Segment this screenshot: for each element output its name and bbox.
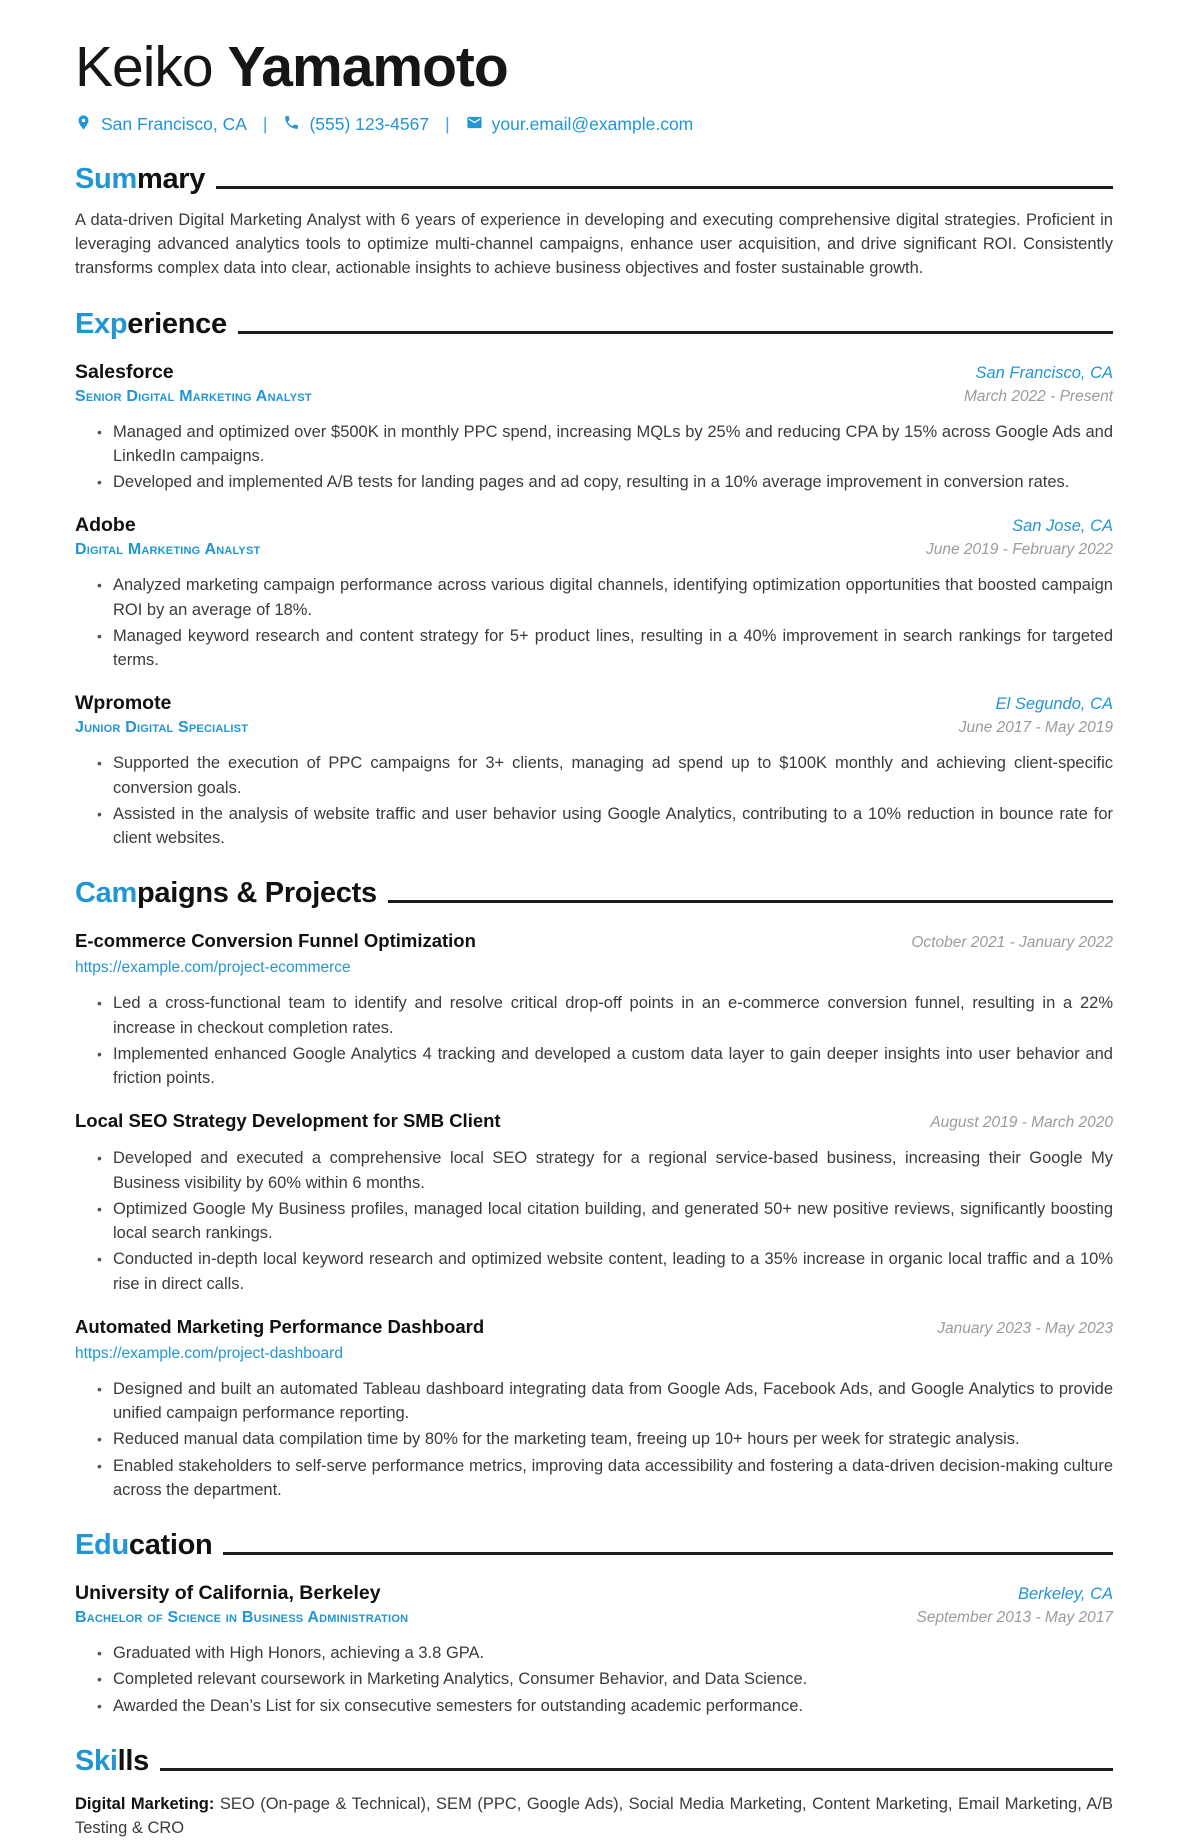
- experience-entry: [75, 692, 1113, 850]
- company-name: Adobe: [75, 514, 136, 537]
- school-name: University of California, Berkeley: [75, 1582, 381, 1605]
- bullet-item: • Reduced manual data compilation time by 80% for the marketing team, freeing up 10+ hours per week for strategic analysis.: [97, 1427, 1113, 1451]
- project-name: Local SEO Strategy Development for SMB Client: [75, 1110, 501, 1132]
- bullet-item: • Completed relevant coursework in Marketing Analytics, Consumer Behavior, and Data Science.: [97, 1667, 1113, 1691]
- bullet-list: [75, 573, 1113, 672]
- project-dates: January 2023 - May 2023: [937, 1319, 1113, 1337]
- job-title: Digital Marketing Analyst: [75, 541, 261, 559]
- bullet-item: • Analyzed marketing campaign performance across various digital channels, identifying optimization opportunities that boosted campaign ROI by an average of 18%.: [97, 573, 1113, 622]
- project-dates: October 2021 - January 2022: [911, 934, 1113, 952]
- bullet-list: [75, 751, 1113, 850]
- heading-rule: [388, 900, 1113, 903]
- experience-entry: [75, 361, 1113, 495]
- project-entry: [75, 1110, 1113, 1296]
- bullet-item: • Enabled stakeholders to self-serve performance metrics, improving data accessibility and fostering a data-driven decision-making culture across the department.: [97, 1454, 1113, 1503]
- project-url-link[interactable]: https://example.com/project-ecommerce: [75, 959, 351, 977]
- job-title: Junior Digital Specialist: [75, 719, 249, 737]
- entry-subheader-row: [75, 1605, 1113, 1627]
- job-title: Senior Digital Marketing Analyst: [75, 387, 312, 405]
- entry-header-row: [75, 1582, 1113, 1605]
- contact-separator: |: [445, 114, 450, 135]
- bullet-item: • Awarded the Dean’s List for six consecutive semesters for outstanding academic performance.: [97, 1694, 1113, 1718]
- bullet-item: • Conducted in-depth local keyword research and optimized website content, leading to a 35% increase in organic local traffic and a 10% rise in direct calls.: [97, 1247, 1113, 1296]
- entry-header-row: [75, 1110, 1113, 1132]
- contact-separator: |: [262, 114, 268, 135]
- skill-line: [75, 1792, 1113, 1840]
- company-location: San Francisco, CA: [975, 363, 1113, 382]
- education-entry: [75, 1582, 1113, 1718]
- education-dates: September 2013 - May 2017: [916, 1609, 1113, 1627]
- bullet-item: • Supported the execution of PPC campaigns for 3+ clients, managing ad spend up to $100K monthly and achieving client-specific conversion goals.: [97, 751, 1113, 800]
- company-name: Wpromote: [75, 692, 172, 715]
- project-dates: August 2019 - March 2020: [930, 1114, 1113, 1132]
- bullet-item: • Assisted in the analysis of website traffic and user behavior using Google Analytics, contributing to a 10% reduction in bounce rate for client websites.: [97, 802, 1113, 851]
- skill-category: Digital Marketing:: [75, 1794, 215, 1813]
- degree-title: Bachelor of Science in Business Administration: [75, 1609, 409, 1627]
- bullet-item: • Developed and executed a comprehensive local SEO strategy for a regional service-based business, increasing their Google My Business visibility by 60% within 6 months.: [97, 1146, 1113, 1195]
- entry-header-row: [75, 1316, 1113, 1338]
- contact-row: [75, 114, 1113, 136]
- heading-rule: [223, 1552, 1113, 1555]
- bullet-item: • Designed and built an automated Tableau dashboard integrating data from Google Ads, Facebook Ads, and Google Analytics to provide unified campaign performance reporting.: [97, 1377, 1113, 1426]
- section-skills: [75, 1745, 1113, 1840]
- school-location: Berkeley, CA: [1017, 1585, 1113, 1604]
- phone-icon: [283, 114, 300, 136]
- phone-text: (555) 123-4567: [309, 114, 430, 135]
- entry-subheader-row: [75, 715, 1113, 737]
- education-heading: [75, 1529, 1113, 1562]
- job-dates: March 2022 - Present: [963, 387, 1113, 405]
- bullet-list: [75, 1377, 1113, 1502]
- heading-rule: [238, 331, 1113, 334]
- envelope-icon: [466, 114, 483, 136]
- first-name: Keiko: [75, 35, 213, 99]
- bullet-list: [75, 1641, 1113, 1718]
- bullet-item: • Optimized Google My Business profiles, managed local citation building, and generated 50+ new positive reviews, significantly boosting local search rankings.: [97, 1197, 1113, 1246]
- entry-header-row: [75, 930, 1113, 952]
- contact-location: [75, 114, 247, 136]
- section-title: Summary: [75, 162, 206, 195]
- entry-header-row: [75, 361, 1113, 384]
- skills-heading: [75, 1745, 1113, 1778]
- bullet-item: • Managed keyword research and content strategy for 5+ product lines, resulting in a 40% improvement in search rankings for targeted terms.: [97, 624, 1113, 673]
- candidate-name: [75, 35, 1113, 99]
- entry-header-row: [75, 692, 1113, 715]
- section-title: Skills: [75, 1744, 149, 1777]
- project-entry: [75, 1316, 1113, 1502]
- location-pin-icon: [75, 114, 92, 136]
- experience-entry: [75, 514, 1113, 672]
- section-summary: [75, 163, 1113, 281]
- contact-phone[interactable]: [283, 114, 429, 136]
- project-name: E-commerce Conversion Funnel Optimization: [75, 930, 476, 952]
- project-url-link[interactable]: https://example.com/project-dashboard: [75, 1344, 343, 1362]
- entry-subheader-row: [75, 384, 1113, 406]
- heading-rule: [160, 1768, 1113, 1771]
- projects-heading: [75, 877, 1113, 910]
- company-location: El Segundo, CA: [995, 695, 1113, 714]
- company-name: Salesforce: [75, 360, 174, 383]
- bullet-item: • Implemented enhanced Google Analytics 4 tracking and developed a custom data layer to gain deeper insights into user behavior and friction points.: [97, 1042, 1113, 1091]
- project-name: Automated Marketing Performance Dashboard: [75, 1315, 485, 1337]
- bullet-item: • Led a cross-functional team to identify and resolve critical drop-off points in an e-commerce conversion funnel, resulting in a 22% increase in checkout completion rates.: [97, 991, 1113, 1040]
- section-title: Experience: [75, 307, 227, 340]
- bullet-list: [75, 991, 1113, 1090]
- company-location: San Jose, CA: [1012, 517, 1113, 536]
- entry-subheader-row: [75, 537, 1113, 559]
- skill-list-text: SEO (On-page & Technical), SEM (PPC, Google Ads), Social Media Marketing, Content Marketing, Email Marketing, A/B Testing & CRO: [75, 1794, 1113, 1838]
- section-title: Education: [75, 1529, 213, 1562]
- bullet-item: • Developed and implemented A/B tests for landing pages and ad copy, resulting in a 10% average improvement in conversion rates.: [97, 470, 1113, 494]
- heading-rule: [216, 186, 1113, 189]
- section-experience: [75, 308, 1113, 851]
- section-projects: [75, 877, 1113, 1502]
- location-text: San Francisco, CA: [101, 114, 247, 135]
- summary-heading: [75, 163, 1113, 196]
- job-dates: June 2017 - May 2019: [958, 719, 1113, 737]
- bullet-item: • Graduated with High Honors, achieving a 3.8 GPA.: [97, 1641, 1113, 1665]
- contact-email[interactable]: [466, 114, 694, 136]
- email-text: your.email@example.com: [491, 114, 694, 135]
- bullet-item: • Managed and optimized over $500K in monthly PPC spend, increasing MQLs by 25% and reducing CPA by 15% across Google Ads and LinkedIn campaigns.: [97, 420, 1113, 469]
- entry-header-row: [75, 514, 1113, 537]
- project-entry: [75, 930, 1113, 1090]
- summary-text: A data-driven Digital Marketing Analyst with 6 years of experience in developing and executing comprehensive digital strategies. Proficient in leveraging advanced analytics tools to optimize multi-channel campaigns, enhance user acquisition, and drive significant ROI. Consistently transforms complex data into clear, actionable insights to achieve business objectives and foster sustainable growth.: [75, 210, 1113, 278]
- last-name: Yamamoto: [227, 35, 508, 99]
- section-education: [75, 1529, 1113, 1718]
- bullet-list: [75, 420, 1113, 495]
- bullet-list: [75, 1146, 1113, 1296]
- experience-heading: [75, 308, 1113, 341]
- job-dates: June 2019 - February 2022: [926, 541, 1113, 559]
- section-title: Campaigns & Projects: [75, 877, 377, 910]
